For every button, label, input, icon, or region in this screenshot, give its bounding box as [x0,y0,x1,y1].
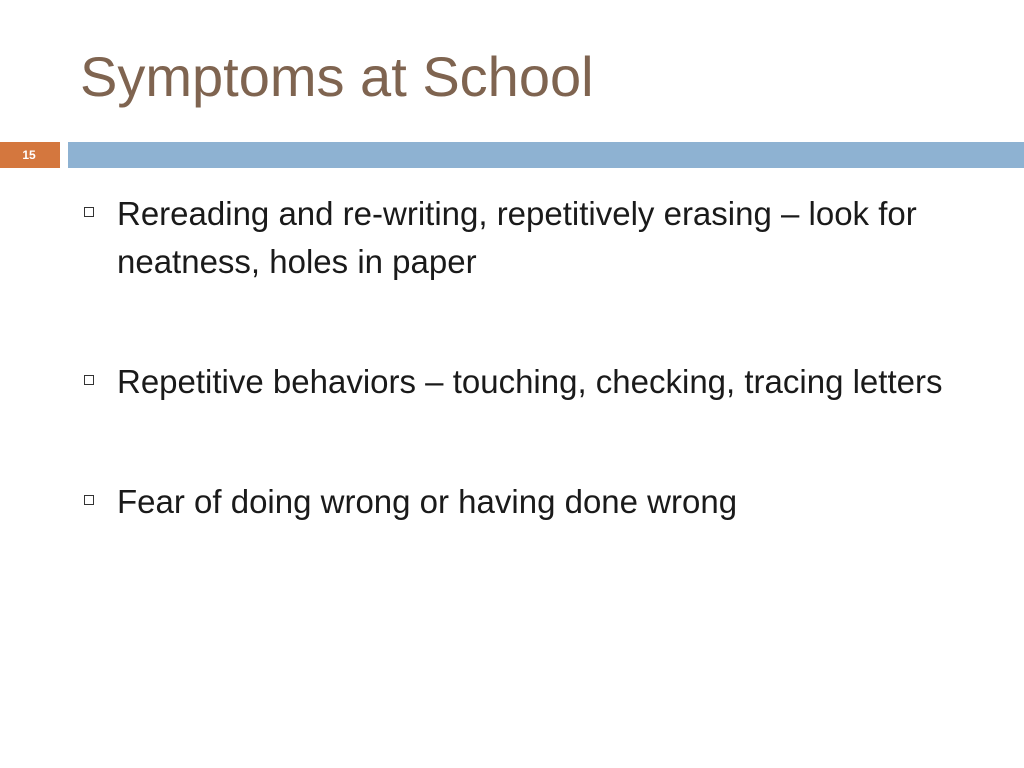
bullet-item [84,478,984,526]
square-bullet-icon [84,375,94,385]
bullet-text: Repetitive behaviors – touching, checking, tracing letters [117,363,943,400]
bullet-list [84,190,984,526]
square-bullet-icon [84,495,94,505]
bullet-text: Rereading and re-writing, repetitively erasing – look for neatness, holes in paper [117,195,917,280]
slide-title: Symptoms at School [80,45,594,108]
bullet-item [84,358,984,406]
bullet-item [84,190,984,286]
square-bullet-icon [84,207,94,217]
bullet-text: Fear of doing wrong or having done wrong [117,483,738,520]
title-divider-bar [68,142,1024,168]
slide-number-badge: 15 [0,142,60,168]
